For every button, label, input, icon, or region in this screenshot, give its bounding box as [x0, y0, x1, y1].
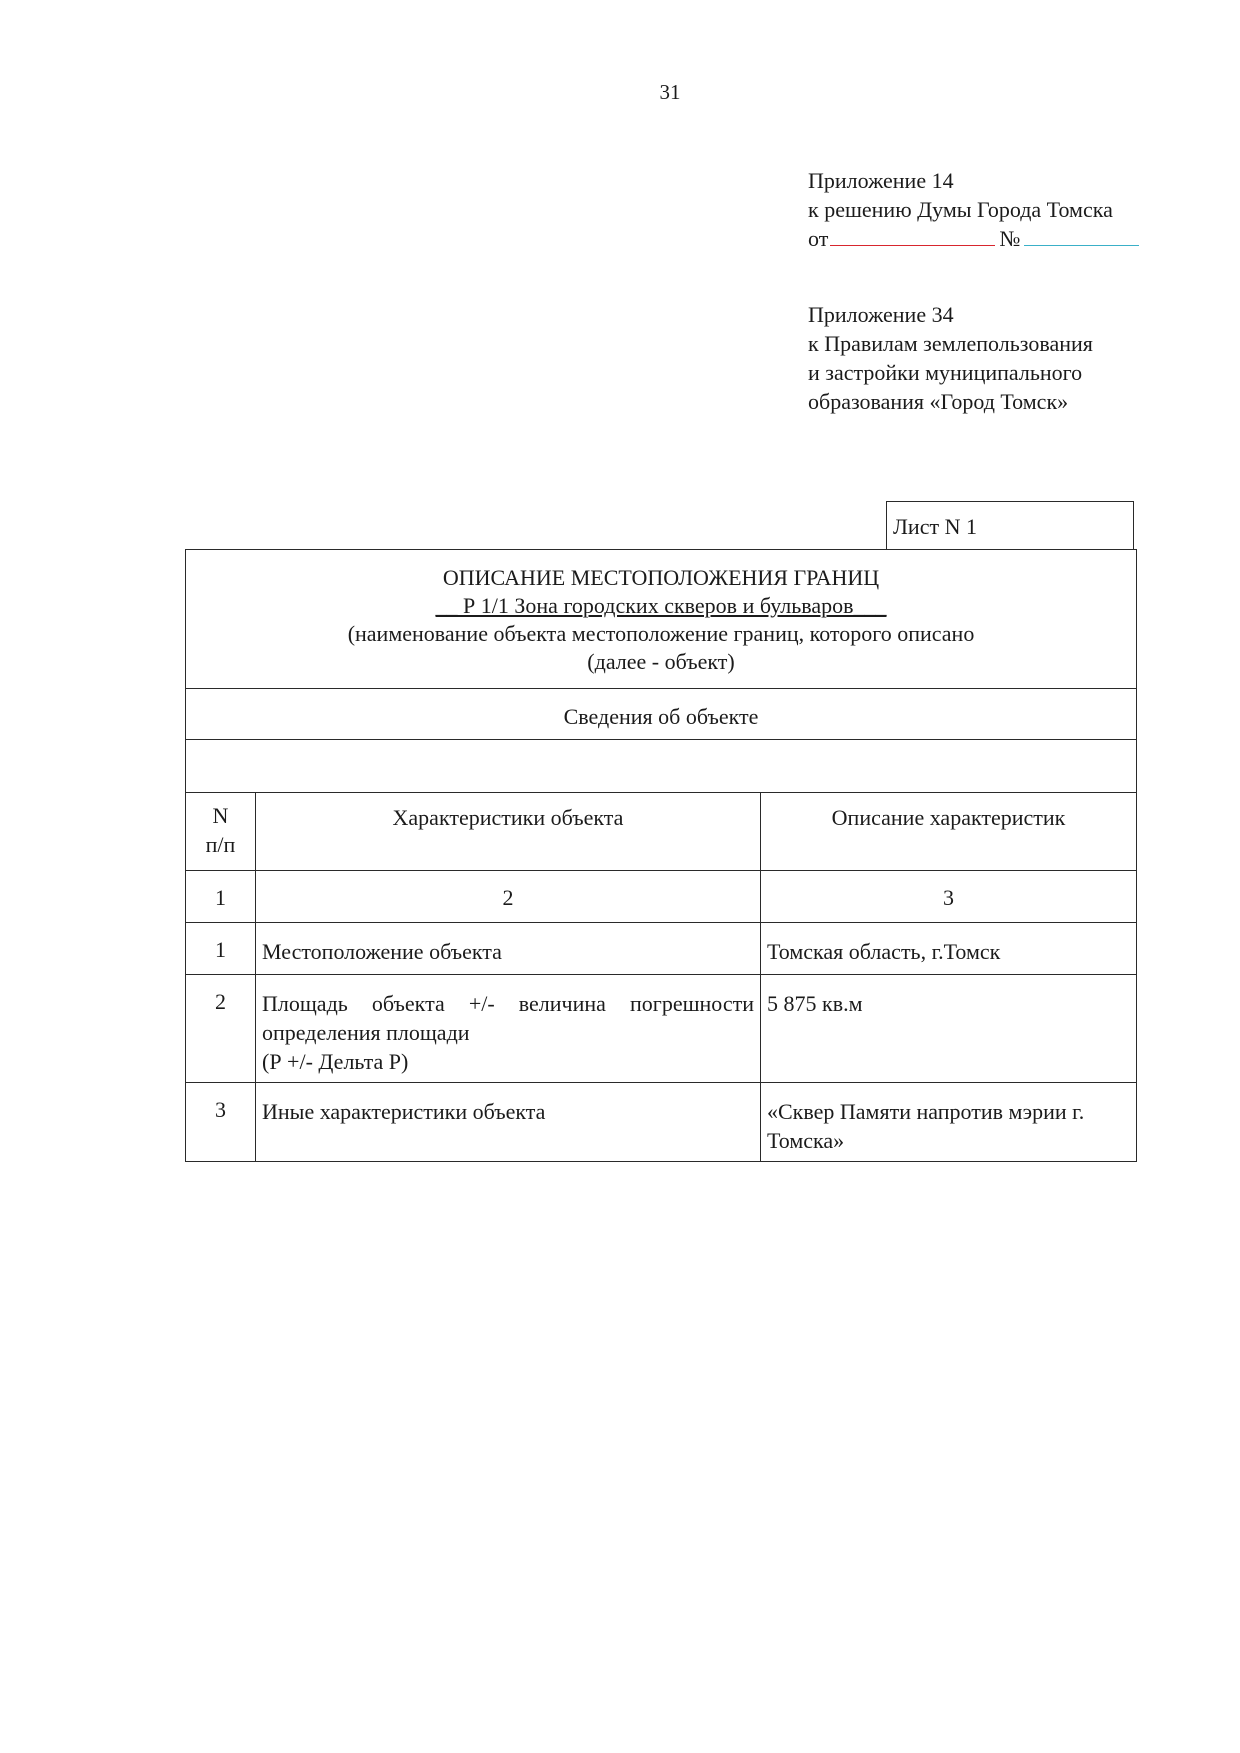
row-characteristic-line2: (Р +/- Дельта Р) — [262, 1049, 409, 1074]
number-blank — [1024, 244, 1139, 246]
zone-name: __ Р 1/1 Зона городских скверов и бульваров___ — [435, 593, 887, 618]
annex-34-line4: образования «Город Томск» — [808, 389, 1069, 414]
annex-34-line2: к Правилам землепользования — [808, 331, 1093, 356]
row-characteristic — [256, 975, 761, 1083]
info-heading: Сведения об объекте — [186, 689, 1137, 740]
column-index-row — [186, 871, 1137, 923]
header-number — [186, 793, 256, 871]
header-number-line1: N — [212, 803, 229, 828]
document-title-cell — [186, 550, 1137, 689]
table-row — [186, 923, 1137, 975]
annex-34-block — [808, 300, 1093, 416]
document-title: ОПИСАНИЕ МЕСТОПОЛОЖЕНИЯ ГРАНИЦ — [442, 565, 880, 590]
header-number-line2: п/п — [205, 832, 236, 857]
row-description: Томская область, г.Томск — [761, 923, 1137, 975]
column-index-3: 3 — [761, 871, 1137, 923]
row-number: 2 — [186, 975, 256, 1083]
column-index-2: 2 — [256, 871, 761, 923]
header-description: Описание характеристик — [761, 793, 1137, 871]
title-note: (наименование объекта местоположение границ, которого описано — [347, 621, 975, 646]
column-index-1: 1 — [186, 871, 256, 923]
boundary-description-table — [185, 549, 1137, 1162]
empty-row — [186, 740, 1137, 793]
row-number: 1 — [186, 923, 256, 975]
row-number: 3 — [186, 1083, 256, 1162]
header-row — [186, 793, 1137, 871]
date-blank — [830, 244, 995, 246]
row-description: 5 875 кв.м — [761, 975, 1137, 1083]
from-label: от — [808, 226, 829, 251]
row-characteristic-line1: Площадь объекта +/- величина погрешности определения площади — [262, 991, 754, 1045]
sheet-number-box: Лист N 1 — [886, 501, 1134, 549]
row-characteristic: Иные характеристики объекта — [256, 1083, 761, 1162]
table-row — [186, 975, 1137, 1083]
annex-34-line3: и застройки муниципального — [808, 360, 1083, 385]
table-row — [186, 1083, 1137, 1162]
annex-14-block — [808, 166, 1139, 253]
page-number: 31 — [659, 80, 681, 104]
annex-14-title: Приложение 14 — [808, 168, 954, 193]
annex-14-reference: к решению Думы Города Томска — [808, 197, 1113, 222]
number-label: № — [999, 226, 1021, 251]
header-characteristic: Характеристики объекта — [256, 793, 761, 871]
row-characteristic: Местоположение объекта — [256, 923, 761, 975]
row-description: «Сквер Памяти напротив мэрии г. Томска» — [761, 1083, 1137, 1162]
annex-34-title: Приложение 34 — [808, 302, 954, 327]
title-note-2: (далее - объект) — [587, 649, 735, 674]
annex-14-date-number — [808, 224, 1139, 253]
